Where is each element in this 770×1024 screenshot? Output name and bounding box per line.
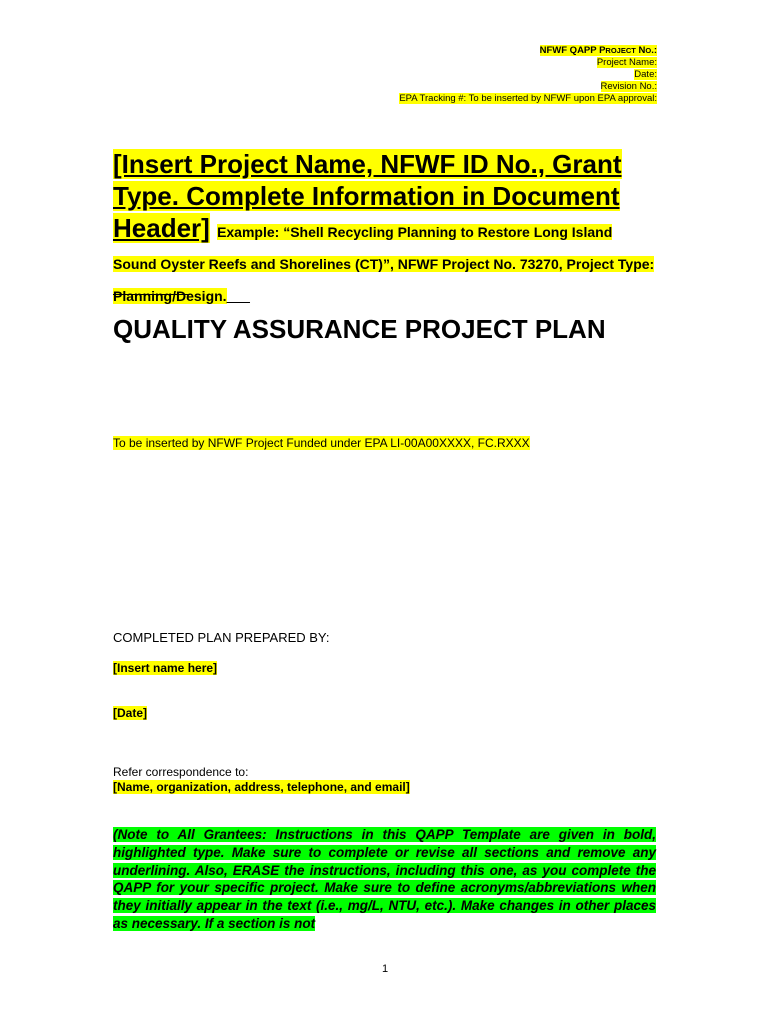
contact-placeholder: [Name, organization, address, telephone, and email] [113,780,410,794]
date-placeholder: [Date] [113,706,148,720]
project-title-placeholder: [Insert Project Name, NFWF ID No., Grant Type. Complete Information in Document Header] [113,149,622,243]
plan-title: QUALITY ASSURANCE PROJECT PLAN [113,314,606,344]
insert-name-placeholder: [Insert name here] [113,661,218,675]
header-project-name: Project Name: [596,57,657,68]
prepared-by-label: COMPLETED PLAN PREPARED BY: [113,630,330,645]
funded-line: To be inserted by NFWF Project Funded under EPA LI-00A00XXXX, FC.RXXX [113,436,530,450]
project-title-example: Example: “Shell Recycling Planning to Restore Long Island Sound Oyster Reefs and Shorelines (CT)”, NFWF Project No. 73270, Project Type: Planning/Design. [113,224,655,304]
refer-correspondence-label: Refer correspondence to: [113,765,249,779]
header-qapp-project-no: NFWF QAPP PROJECT NO.: [539,45,657,56]
title-blank-line: ___ [226,288,250,304]
grantee-instructions-note: (Note to All Grantees: Instructions in this QAPP Template are given in bold, highlighted type. Make sure to complete or revise all sections and remove any underlining. Also, ERASE the instructions, including this one, as you complete the QAPP for your specific project. Make sure to define acronyms/abbreviations when they initially appear in the text (i.e., mg/L, NTU, etc.). Make changes in other places as necessary. If a section is not [113,827,656,931]
header-revision: Revision No.: [600,81,657,92]
project-title-block [113,148,658,308]
document-header [399,45,657,105]
title-underline-rule [113,294,190,295]
header-date: Date: [634,69,657,80]
page-number: 1 [381,963,389,975]
header-epa-tracking: EPA Tracking #: To be inserted by NFWF upon EPA approval: [399,93,657,104]
